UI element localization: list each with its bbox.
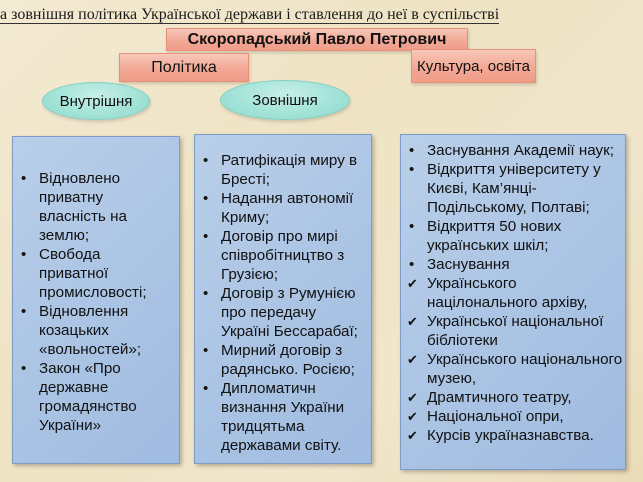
internal-text: Внутрішня xyxy=(59,92,133,110)
internal-panel xyxy=(12,136,180,464)
culture-text: Культура, освіта xyxy=(417,57,530,75)
culture-item: • Відкриття 50 нових українських шкіл; xyxy=(401,217,623,255)
culture-item: ✔ Українського національного музею, xyxy=(401,350,623,388)
culture-panel xyxy=(400,134,626,470)
external-oval xyxy=(220,80,350,120)
external-item: • Договір про мирі співробітництво з Грузією; xyxy=(195,227,367,284)
internal-item: • Закон «Про державне громадянство України» xyxy=(13,359,173,435)
internal-list xyxy=(13,169,173,435)
header-text: Скоропадський Павло Петрович xyxy=(187,30,447,48)
external-item: • Ратифікація миру в Бресті; xyxy=(195,151,367,189)
culture-item: ✔ Української національної бібліотеки xyxy=(401,312,623,350)
external-list xyxy=(195,151,367,455)
external-item: • Надання автономії Криму; xyxy=(195,189,367,227)
culture-item: ✔ Драмтичного театру, xyxy=(401,388,623,407)
external-item: • Дипломатичн визнання України тридцятьма державами світу. xyxy=(195,379,367,455)
policy-text: Політика xyxy=(151,58,217,76)
page-title-text: а зовнішня політика Української держави і ставлення до неї в суспільстві xyxy=(0,6,500,23)
culture-item: • Заснування xyxy=(401,255,623,274)
culture-item: ✔ Курсів україназнавства. xyxy=(401,426,623,445)
internal-item: • Відновлено приватну власність на землю; xyxy=(13,169,173,245)
policy-box xyxy=(119,53,249,82)
culture-item: ✔ Українського націлонального архіву, xyxy=(401,274,623,312)
culture-item: ✔ Національної опри, xyxy=(401,407,623,426)
culture-list xyxy=(401,141,623,445)
internal-oval xyxy=(42,82,150,120)
culture-item: • Відкриття університету у Києві, Кам’янці-Подільському, Полтаві; xyxy=(401,160,623,217)
external-panel xyxy=(194,134,372,464)
page-title xyxy=(0,6,643,24)
external-text: Зовнішня xyxy=(252,91,318,109)
header-box xyxy=(166,28,468,51)
external-item: • Мирний договір з радянсько. Росією; xyxy=(195,341,367,379)
culture-box xyxy=(411,49,536,83)
culture-item: • Заснування Академії наук; xyxy=(401,141,623,160)
internal-item: • Відновлення козацьких «вольностей»; xyxy=(13,302,173,359)
external-item: • Договір з Румунією про передачу Україні Бессарабаї; xyxy=(195,284,367,341)
internal-item: • Свобода приватної промисловості; xyxy=(13,245,173,302)
